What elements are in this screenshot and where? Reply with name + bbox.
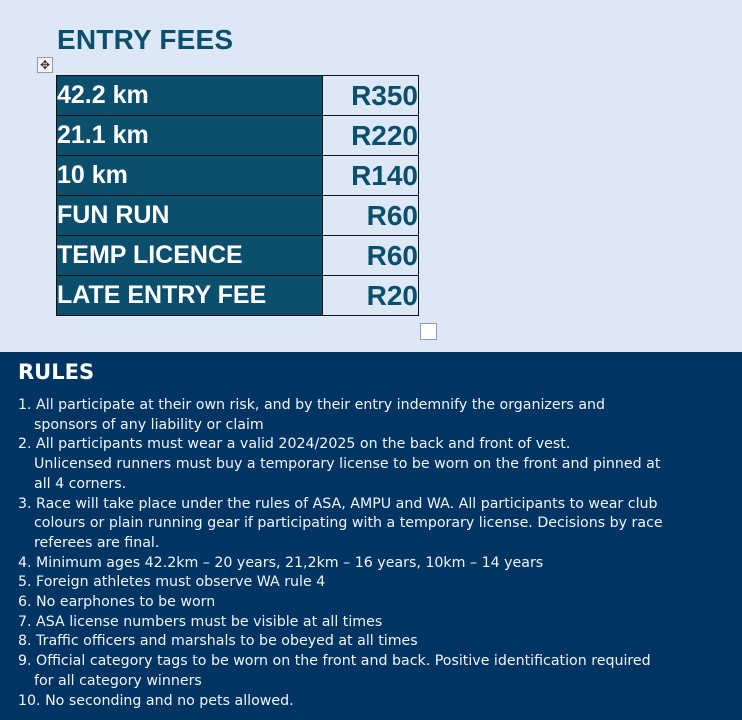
table-row bbox=[57, 196, 419, 236]
rule-line: sponsors of any liability or claim bbox=[34, 416, 264, 433]
rule-line: Unlicensed runners must buy a temporary license to be worn on the front and pinned at bbox=[34, 456, 661, 473]
table-row bbox=[57, 76, 419, 116]
fee-label[interactable]: 42.2 km bbox=[57, 76, 323, 116]
rule-line: 5. Foreign athletes must observe WA rule 4 bbox=[18, 574, 326, 591]
list-item bbox=[18, 396, 718, 435]
entry-fees-table bbox=[56, 75, 419, 316]
fee-label[interactable]: 21.1 km bbox=[57, 116, 323, 156]
rules-section bbox=[0, 352, 742, 720]
table-move-handle-icon[interactable]: ✥ bbox=[37, 57, 53, 73]
rule-line: 9. Official category tags to be worn on the front and back. Positive identification required bbox=[18, 653, 651, 670]
rule-line: 10. No seconding and no pets allowed. bbox=[18, 692, 294, 709]
table-row bbox=[57, 156, 419, 196]
rule-line: 1. All participate at their own risk, and by their entry indemnify the organizers and bbox=[18, 397, 606, 413]
entry-fees-section bbox=[0, 0, 742, 352]
fee-amount[interactable]: R20 bbox=[323, 276, 419, 316]
fee-amount[interactable]: R60 bbox=[323, 236, 419, 276]
list-item bbox=[18, 435, 718, 494]
rule-line: colours or plain running gear if participating with a temporary license. Decisions by race bbox=[34, 515, 663, 532]
rule-line: all 4 corners. bbox=[34, 475, 127, 492]
list-item bbox=[18, 632, 718, 652]
list-item bbox=[18, 613, 718, 633]
entry-fees-title: ENTRY FEES bbox=[57, 24, 234, 55]
fee-amount[interactable]: R220 bbox=[323, 116, 419, 156]
list-item bbox=[18, 495, 718, 554]
rules-title: RULES bbox=[18, 360, 95, 384]
table-row bbox=[57, 116, 419, 156]
rule-line: 3. Race will take place under the rules of ASA, AMPU and WA. All participants to wear club bbox=[18, 495, 658, 512]
rule-line: 4. Minimum ages 42.2km – 20 years, 21,2km – 16 years, 10km – 14 years bbox=[18, 554, 544, 571]
fee-amount[interactable]: R350 bbox=[323, 76, 419, 116]
list-item bbox=[18, 554, 718, 574]
fee-amount[interactable]: R60 bbox=[323, 196, 419, 236]
table-row bbox=[57, 276, 419, 316]
rule-line: 2. All participants must wear a valid 2024/2025 on the back and front of vest. bbox=[18, 436, 571, 453]
fee-label[interactable]: LATE ENTRY FEE bbox=[57, 276, 323, 316]
fee-label[interactable]: TEMP LICENCE bbox=[57, 236, 323, 276]
list-item bbox=[18, 652, 718, 691]
rule-line: referees are final. bbox=[34, 534, 160, 551]
fee-label[interactable]: 10 km bbox=[57, 156, 323, 196]
rule-line: 6. No earphones to be worn bbox=[18, 594, 216, 611]
rules-list bbox=[18, 396, 718, 711]
rule-line: 8. Traffic officers and marshals to be obeyed at all times bbox=[18, 633, 418, 650]
table-row bbox=[57, 236, 419, 276]
fee-amount[interactable]: R140 bbox=[323, 156, 419, 196]
rule-line: 7. ASA license numbers must be visible at all times bbox=[18, 613, 383, 630]
rule-line: for all category winners bbox=[34, 672, 202, 689]
list-item bbox=[18, 692, 718, 712]
table-resize-handle-icon[interactable] bbox=[420, 323, 437, 340]
list-item bbox=[18, 593, 718, 613]
list-item bbox=[18, 573, 718, 593]
fee-label[interactable]: FUN RUN bbox=[57, 196, 323, 236]
